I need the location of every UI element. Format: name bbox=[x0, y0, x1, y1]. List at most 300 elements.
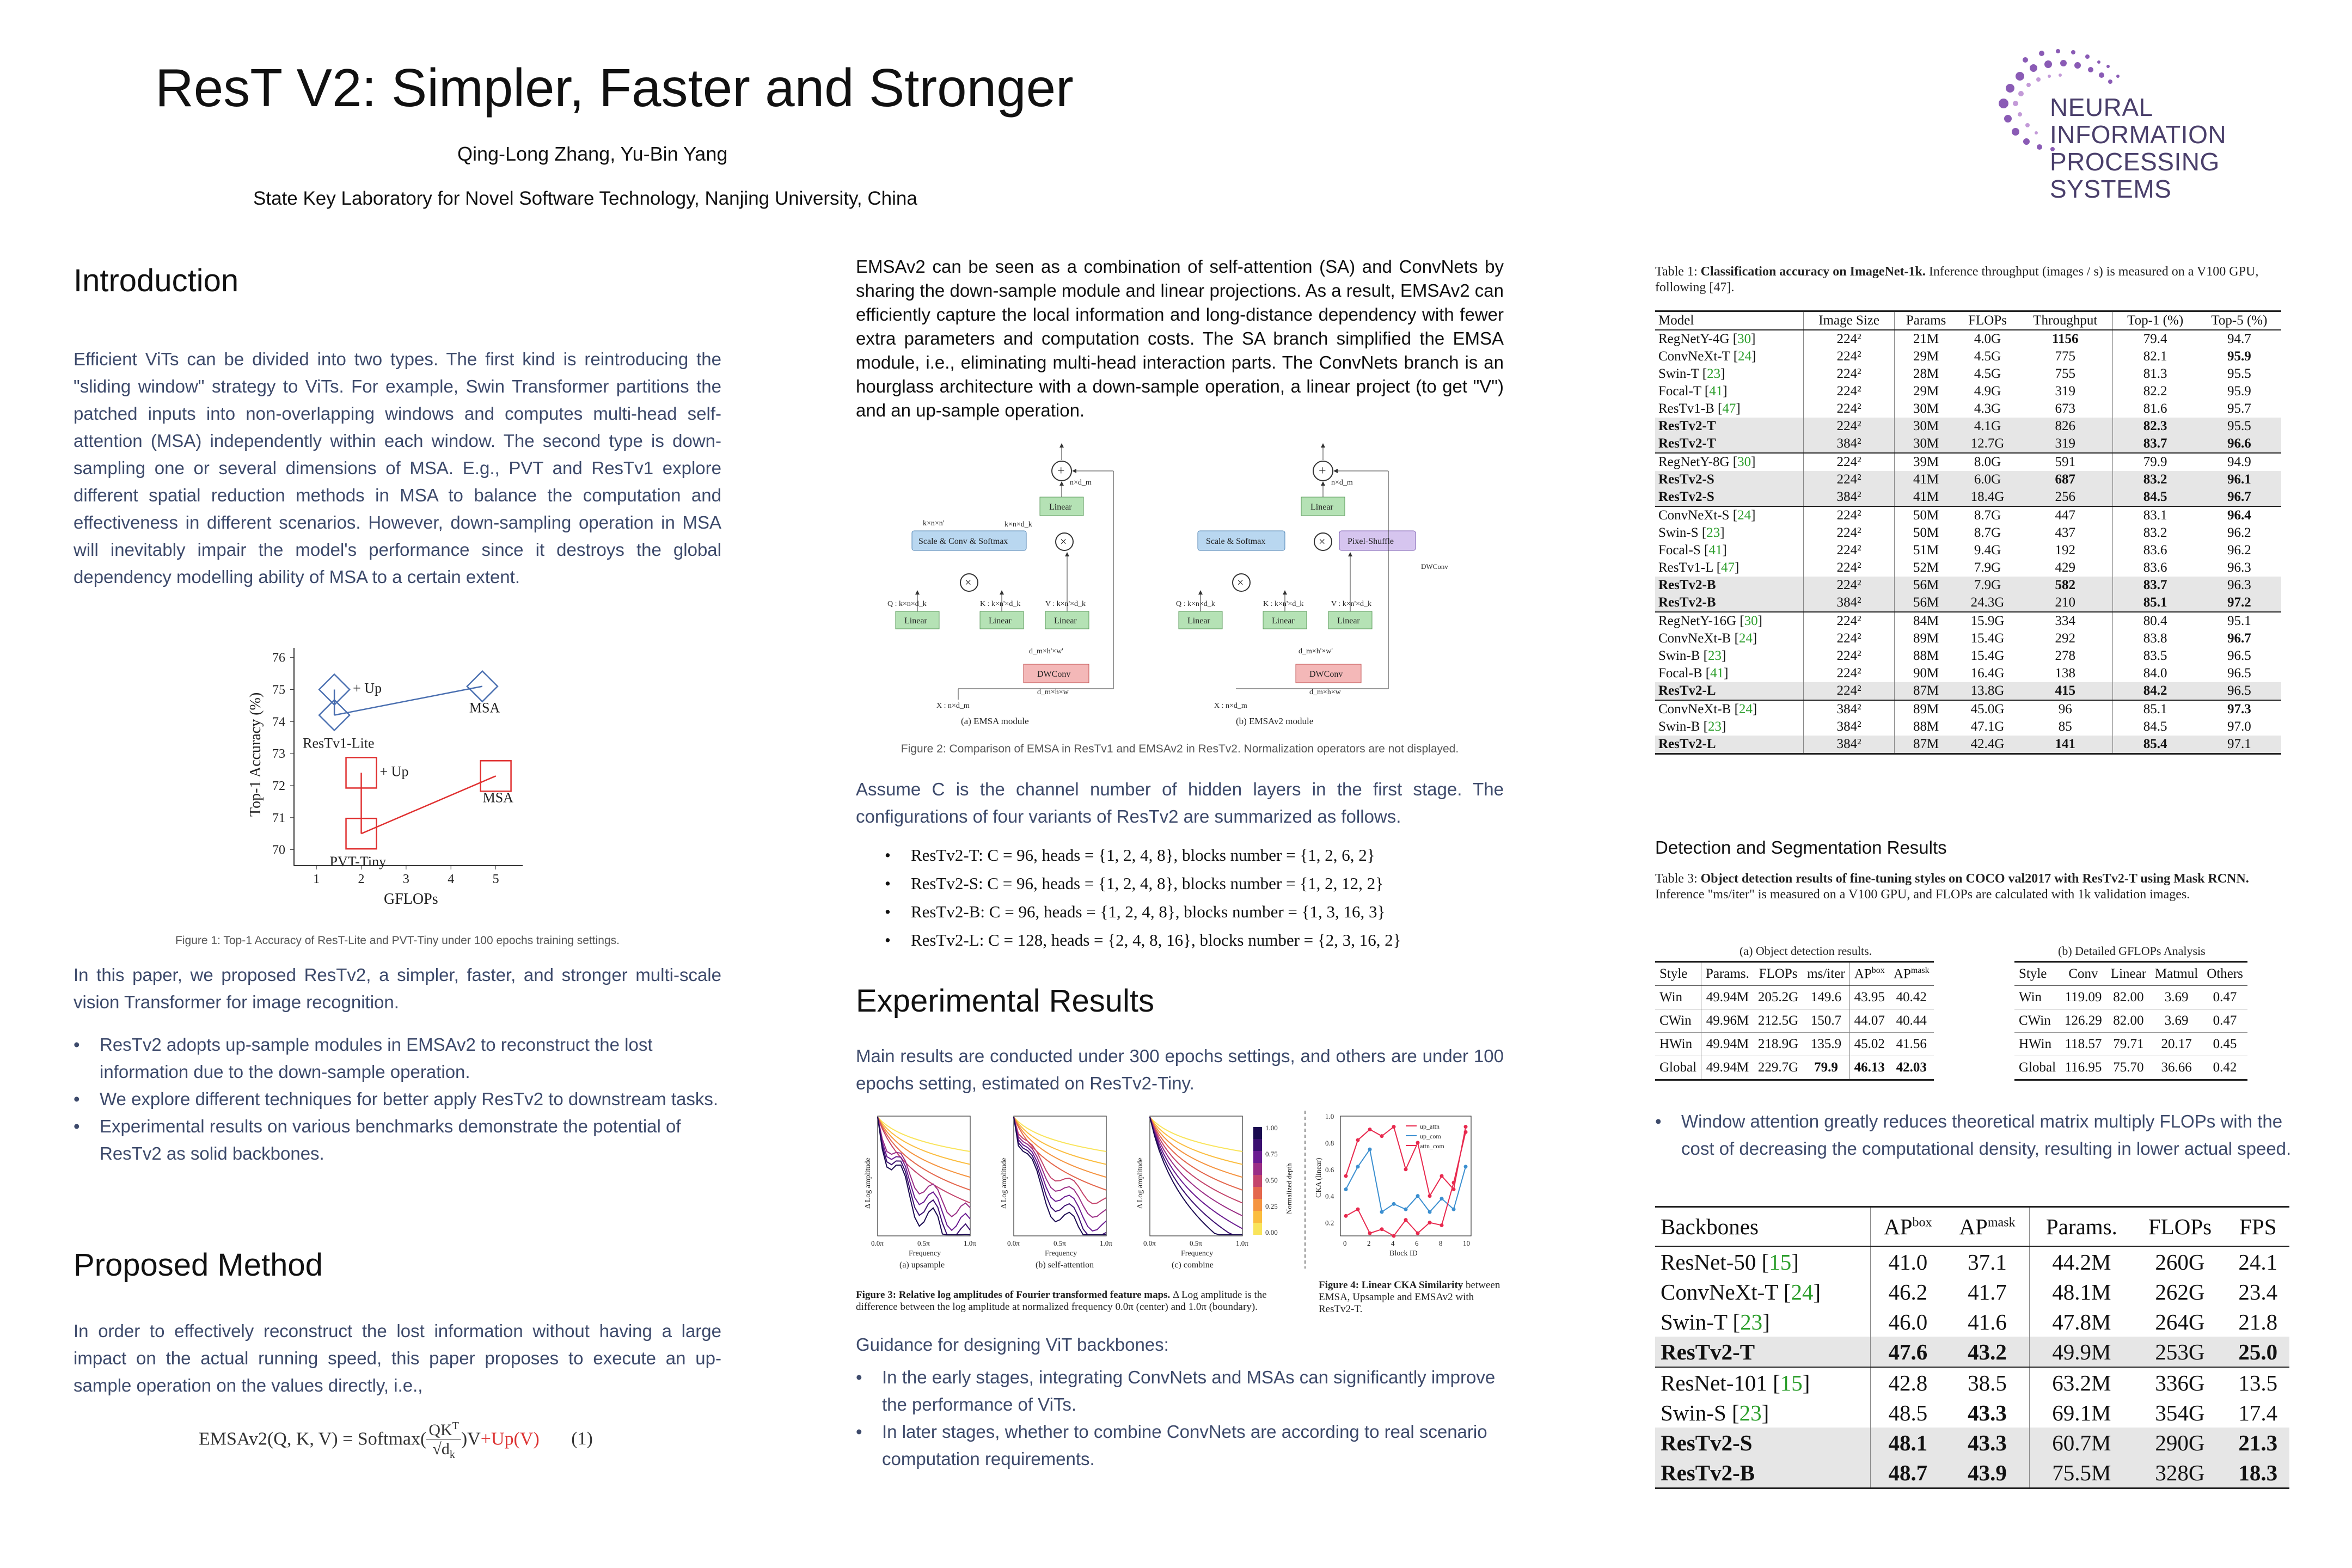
table-row bbox=[1655, 471, 2281, 488]
table-row bbox=[1655, 1457, 2289, 1489]
emsa-module-diagram bbox=[887, 444, 1113, 726]
table-cell: 96.6 bbox=[2197, 435, 2281, 453]
table-cell: 36.66 bbox=[2151, 1056, 2202, 1080]
table-cell: 85.4 bbox=[2113, 736, 2197, 754]
table-cell: CWin bbox=[1655, 1009, 1701, 1033]
table-cell: 75.5M bbox=[2030, 1457, 2133, 1489]
table3a-subcaption: (a) Object detection results. bbox=[1739, 944, 1872, 958]
x-tick-label: 0.0π bbox=[871, 1239, 884, 1247]
intro-paragraph-2: In this paper, we proposed ResTv2, a simpler, faster, and stronger multi-scale vision Transformer for image recognition. bbox=[74, 965, 721, 1012]
table-cell: 39M bbox=[1895, 453, 1957, 471]
table-cell: 95.5 bbox=[2227, 366, 2251, 381]
table-cell: 79.4 bbox=[2113, 330, 2197, 348]
table-cell: 80.4 bbox=[2113, 612, 2197, 630]
table-cell: Focal-B [41] bbox=[1658, 666, 1729, 681]
table-row bbox=[1655, 1398, 2289, 1428]
table-cell: 292 bbox=[2055, 631, 2075, 646]
column-header: FPS bbox=[2227, 1207, 2289, 1247]
cka-point bbox=[1428, 1210, 1432, 1214]
table-cell: 96.7 bbox=[2197, 488, 2281, 506]
colorbar-segment bbox=[1253, 1175, 1262, 1187]
table-cell: 83.6 bbox=[2113, 542, 2197, 559]
table-cell: 43.3 bbox=[1945, 1428, 2030, 1457]
svg-text:d_m×h×w: d_m×h×w bbox=[1037, 688, 1069, 696]
table-cell: 89M bbox=[1895, 630, 1957, 647]
table-cell: 43.2 bbox=[1945, 1337, 2030, 1367]
x-axis-label: Frequency bbox=[1045, 1250, 1077, 1258]
amplitude-curve bbox=[1150, 1117, 1242, 1216]
svg-text:DWConv: DWConv bbox=[1037, 670, 1071, 679]
table-cell: 826 bbox=[2018, 418, 2113, 435]
table4-backbones bbox=[1655, 1206, 2289, 1489]
column-header: Top-5 (%) bbox=[2197, 311, 2281, 330]
x-axis-label: Frequency bbox=[1181, 1250, 1214, 1258]
table-cell: 119.09 bbox=[2065, 990, 2102, 1004]
column-header: Params. bbox=[1701, 962, 1754, 986]
table-cell: 218.9G bbox=[1754, 1033, 1803, 1056]
table-cell: 384² bbox=[1804, 488, 1895, 506]
cka-point bbox=[1380, 1134, 1384, 1138]
table-cell: 13.5 bbox=[2227, 1367, 2289, 1398]
table-cell: Swin-S [23] bbox=[1658, 525, 1725, 540]
table-row bbox=[1655, 1277, 2289, 1307]
x-tick-label: 1.0π bbox=[964, 1239, 976, 1247]
panel-label: (b) self-attention bbox=[1036, 1260, 1094, 1270]
svg-text:d_m×h'×w': d_m×h'×w' bbox=[1029, 647, 1063, 656]
amplitude-curve bbox=[1014, 1117, 1106, 1231]
affiliation: State Key Laboratory for Novel Software Technology, Nanjing University, China bbox=[253, 188, 917, 209]
svg-text:DWConv: DWConv bbox=[1309, 670, 1343, 679]
table-cell: 224² bbox=[1804, 647, 1895, 665]
table-cell: 224² bbox=[1804, 612, 1895, 630]
list-item: • We explore different techniques for better apply ResTv2 to downstream tasks. bbox=[74, 1086, 721, 1113]
table-cell: 43.9 bbox=[1945, 1457, 2030, 1489]
table-cell: 79.9 bbox=[2113, 453, 2197, 471]
x-tick-label: 1.0π bbox=[1236, 1239, 1248, 1247]
table-cell: 38.5 bbox=[1945, 1367, 2030, 1398]
table-cell: 82.3 bbox=[2113, 418, 2197, 435]
table-cell: ResNet-50 [15] bbox=[1661, 1249, 1799, 1275]
table-cell: ResTv2-T bbox=[1655, 1337, 1871, 1367]
table-cell: 687 bbox=[2018, 471, 2113, 488]
amplitude-curve bbox=[1150, 1117, 1242, 1235]
column-header: Image Size bbox=[1804, 311, 1895, 330]
table-cell: 79.9 bbox=[1803, 1056, 1849, 1080]
table-cell: 96.5 bbox=[2227, 666, 2251, 681]
table-cell: ResNet-101 [15] bbox=[1655, 1367, 1871, 1398]
table-cell: 262G bbox=[2155, 1279, 2205, 1304]
cka-point bbox=[1452, 1208, 1456, 1211]
table-cell: 24.3G bbox=[1957, 594, 2018, 612]
svg-text:d_m×h'×w': d_m×h'×w' bbox=[1298, 647, 1333, 656]
list-item: • In later stages, whether to combine ConvNets are according to real scenario computation requirements. bbox=[856, 1418, 1504, 1473]
table-row bbox=[2014, 1033, 2247, 1056]
table-cell: 41.0 bbox=[1871, 1246, 1945, 1277]
plot-frame bbox=[1150, 1116, 1242, 1236]
svg-text:X : n×d_m: X : n×d_m bbox=[936, 702, 970, 710]
column-header: $AP^{box}$ bbox=[1871, 1207, 1945, 1247]
table-cell: 23.4 bbox=[2238, 1279, 2278, 1304]
table-cell: 126.29 bbox=[2060, 1009, 2106, 1033]
table-cell: 48.5 bbox=[1871, 1398, 1945, 1428]
square-marker bbox=[481, 761, 511, 791]
x-tick-label: 6 bbox=[1415, 1239, 1419, 1247]
colorbar-segment bbox=[1253, 1151, 1262, 1163]
table3b-gflops bbox=[2014, 961, 2247, 1081]
list-item: • Window attention greatly reduces theoretical matrix multiply FLOPs with the cost of decreasing the computational density, resulting in lower actual speed. bbox=[1655, 1108, 2295, 1162]
x-axis-label: GFLOPs bbox=[384, 891, 438, 908]
experimental-paragraph: Main results are conducted under 300 epochs settings, and others are under 100 epochs setting, estimated on ResTv2-Tiny. bbox=[856, 1046, 1504, 1093]
table-cell: 224² bbox=[1804, 506, 1895, 524]
table-cell: ResTv2-B bbox=[1655, 594, 1804, 612]
table-cell: 48.1M bbox=[2030, 1277, 2133, 1307]
cka-point bbox=[1392, 1234, 1396, 1238]
column-header: Backbones bbox=[1655, 1207, 1871, 1247]
table-cell: 224² bbox=[1804, 630, 1895, 647]
cka-point bbox=[1368, 1232, 1372, 1235]
svg-text:Q : k×n×d_k: Q : k×n×d_k bbox=[887, 600, 927, 608]
column-header: Model bbox=[1655, 311, 1804, 330]
table-cell: 224² bbox=[1804, 559, 1895, 577]
emsav2-paragraph: EMSAv2 can be seen as a combination of self-attention (SA) and ConvNets by sharing the down-sample module and linear projections. As a result, EMSAv2 can efficiently capture the local information and long-distance dependency with fewer extra parameters and computation costs. The SA branch simplified the EMSA module, i.e., eliminating multi-head interaction parts. The ConvNets branch is an hourglass architecture with a down-sample operation, a linear project (to get "V") and an up-sample operation. bbox=[856, 256, 1504, 420]
detection-bullet-list bbox=[1655, 1108, 2295, 1162]
table-cell: 83.1 bbox=[2113, 506, 2197, 524]
legend-label: attn_com bbox=[1420, 1142, 1444, 1150]
x-tick-label: 0 bbox=[1343, 1239, 1347, 1247]
table-cell: Swin-T [23] bbox=[1661, 1309, 1770, 1334]
colorbar-segment bbox=[1253, 1163, 1262, 1175]
table-cell: 97.1 bbox=[2197, 736, 2281, 754]
point-label: MSA bbox=[469, 700, 500, 716]
svg-text:Linear: Linear bbox=[1187, 616, 1210, 626]
table-cell: 42.4G bbox=[1957, 736, 2018, 754]
cka-point bbox=[1440, 1223, 1444, 1227]
table-cell: 15.4G bbox=[1970, 631, 2005, 646]
x-tick-label: 4 bbox=[1391, 1239, 1395, 1247]
svg-text:×: × bbox=[1060, 535, 1067, 548]
table-cell: ResTv1-B [47] bbox=[1658, 401, 1741, 416]
table-cell: 42.8 bbox=[1871, 1367, 1945, 1398]
x-axis-label: Block ID bbox=[1389, 1250, 1418, 1258]
table3a-detection bbox=[1655, 961, 1934, 1081]
legend-label: up_com bbox=[1420, 1132, 1441, 1140]
x-tick-label: 5 bbox=[492, 872, 499, 886]
column-header: FLOPs bbox=[1957, 311, 2018, 330]
table-cell: 85.1 bbox=[2113, 700, 2197, 718]
amplitude-curve bbox=[1014, 1117, 1106, 1152]
table-row bbox=[1655, 612, 2281, 630]
table-cell: 224² bbox=[1804, 471, 1895, 488]
svg-text:DWConv: DWConv bbox=[1421, 562, 1448, 571]
table-cell: 224² bbox=[1804, 524, 1895, 542]
table-row bbox=[1655, 986, 1934, 1009]
svg-text:V : k×n'×d_k: V : k×n'×d_k bbox=[1331, 600, 1372, 608]
table-cell: 224² bbox=[1804, 383, 1895, 400]
table-cell: 95.9 bbox=[2227, 349, 2251, 364]
table-cell: 94.9 bbox=[2197, 453, 2281, 471]
x-tick-label: 1.0π bbox=[1100, 1239, 1112, 1247]
column-header: $AP^{box}$ bbox=[1849, 962, 1889, 986]
svg-text:X : n×d_m: X : n×d_m bbox=[1214, 702, 1247, 710]
list-item: • Experimental results on various benchmarks demonstrate the potential of ResTv2 as solid backbones. bbox=[74, 1113, 721, 1167]
figure2-caption: Figure 2: Comparison of EMSA in ResTv1 and EMSAv2 in ResTv2. Normalization operators are not displayed. bbox=[901, 743, 1459, 755]
y-tick-label: 73 bbox=[272, 747, 285, 762]
table-cell: Win bbox=[2019, 990, 2042, 1004]
cka-point bbox=[1404, 1218, 1408, 1222]
svg-text:Pixel-Shuffle: Pixel-Shuffle bbox=[1347, 537, 1394, 546]
table-cell: 41.7 bbox=[1968, 1279, 2007, 1304]
table-cell: 43.3 bbox=[1968, 1400, 2007, 1425]
table-cell: 96.3 bbox=[2197, 577, 2281, 594]
table-cell: 44.07 bbox=[1849, 1009, 1889, 1033]
y-tick-label: 0.2 bbox=[1325, 1218, 1334, 1227]
table-cell: 83.2 bbox=[2113, 524, 2197, 542]
table-cell: 138 bbox=[2055, 666, 2075, 681]
table-cell: 79.71 bbox=[2106, 1033, 2151, 1056]
table-cell: 82.00 bbox=[2113, 990, 2144, 1004]
table-cell: 224² bbox=[1804, 400, 1895, 418]
table-cell: 96.4 bbox=[2197, 506, 2281, 524]
table-cell: 212.5G bbox=[1754, 1009, 1803, 1033]
x-axis-label: Frequency bbox=[909, 1250, 941, 1258]
y-tick-label: 70 bbox=[272, 843, 285, 857]
table-row bbox=[2014, 986, 2247, 1009]
table-cell: 253G bbox=[2133, 1337, 2226, 1367]
table-cell: ConvNeXt-B [24] bbox=[1658, 631, 1757, 646]
table-cell: 84M bbox=[1895, 612, 1957, 630]
table-cell: 384² bbox=[1804, 594, 1895, 612]
panel-label: (a) upsample bbox=[899, 1260, 945, 1270]
table-cell: ResTv2-T bbox=[1655, 418, 1804, 435]
colorbar-tick: 0.75 bbox=[1265, 1150, 1278, 1158]
svg-text:Linear: Linear bbox=[904, 616, 927, 626]
table-row bbox=[1655, 330, 2281, 348]
section-heading-experimental-results: Experimental Results bbox=[856, 983, 1154, 1019]
table-cell: 15.4G bbox=[1970, 648, 2005, 663]
table-cell: 60.7M bbox=[2030, 1428, 2133, 1457]
table-row bbox=[1655, 348, 2281, 365]
guidance-intro: Guidance for designing ViT backbones: bbox=[856, 1334, 1169, 1355]
table-cell: 87M bbox=[1895, 736, 1957, 754]
cka-point bbox=[1452, 1181, 1456, 1185]
table-cell: 48.1 bbox=[1871, 1428, 1945, 1457]
table-cell: 97.2 bbox=[2197, 594, 2281, 612]
table-cell: 85.1 bbox=[2113, 594, 2197, 612]
y-tick-label: 71 bbox=[272, 811, 285, 825]
table-cell: 81.6 bbox=[2113, 400, 2197, 418]
y-tick-label: 0.4 bbox=[1325, 1192, 1334, 1200]
table-row bbox=[1655, 594, 2281, 612]
table-cell: 96.5 bbox=[2227, 648, 2251, 663]
point-label: + Up bbox=[379, 763, 409, 780]
table-cell: 118.57 bbox=[2060, 1033, 2106, 1056]
colorbar-tick: 0.00 bbox=[1265, 1228, 1278, 1236]
table-row bbox=[1655, 630, 2281, 647]
column-header: FLOPs bbox=[1754, 962, 1803, 986]
table-cell: Focal-T [41] bbox=[1658, 384, 1728, 399]
table-cell: 83.7 bbox=[2113, 577, 2197, 594]
table-row bbox=[1655, 453, 2281, 471]
column-header: Params bbox=[1895, 311, 1957, 330]
table-row bbox=[1655, 1246, 2289, 1277]
table-cell: 63.2M bbox=[2030, 1367, 2133, 1398]
table-cell: 96.3 bbox=[2227, 560, 2251, 575]
table-cell: 82.00 bbox=[2106, 1009, 2151, 1033]
method-paragraph: In order to effectively reconstruct the lost information without having a large impact on the actual running speed, this paper proposes to execute an up-sample operation on the values directly, i.e., bbox=[74, 1321, 721, 1395]
cka-line bbox=[1346, 1127, 1466, 1196]
column-header: Top-1 (%) bbox=[2113, 311, 2197, 330]
cka-point bbox=[1380, 1227, 1384, 1231]
cka-point bbox=[1416, 1232, 1420, 1235]
table-cell: 87M bbox=[1895, 682, 1957, 700]
table-row bbox=[1655, 1009, 1934, 1033]
table-cell: ConvNeXt-T [24] bbox=[1658, 349, 1756, 364]
svg-text:k×n×n': k×n×n' bbox=[923, 519, 945, 528]
table-cell: 21.8 bbox=[2238, 1309, 2278, 1334]
cka-point bbox=[1356, 1138, 1360, 1142]
table-cell: 96.2 bbox=[2227, 525, 2251, 540]
figure1-caption: Figure 1: Top-1 Accuracy of ResT-Lite and PVT-Tiny under 100 epochs training settings. bbox=[175, 934, 620, 947]
table-cell: 210 bbox=[2018, 594, 2113, 612]
table-cell: 141 bbox=[2018, 736, 2113, 754]
table-cell: HWin bbox=[2014, 1033, 2060, 1056]
table-cell: 49.94M bbox=[1701, 1033, 1754, 1056]
table-cell: 264G bbox=[2155, 1309, 2205, 1334]
table-cell: 97.0 bbox=[2227, 719, 2251, 734]
list-item: • ResTv2 adopts up-sample modules in EMSAv2 to reconstruct the lost information due to the down-sample operation. bbox=[74, 1031, 721, 1086]
table-cell: 4.0G bbox=[1974, 332, 2001, 346]
table-cell: 47.8M bbox=[2030, 1307, 2133, 1337]
table-cell: ResTv2-S bbox=[1655, 488, 1804, 506]
point-label: PVT-Tiny bbox=[329, 854, 387, 870]
table-cell: 47.1G bbox=[1970, 719, 2005, 734]
table-cell: ResTv2-S bbox=[1655, 471, 1804, 488]
table-cell: 88M bbox=[1895, 647, 1957, 665]
table-cell: 192 bbox=[2055, 543, 2075, 558]
table-cell: 224² bbox=[1804, 453, 1895, 471]
point-label: + Up bbox=[353, 680, 382, 696]
x-tick-label: 0.5π bbox=[1054, 1239, 1066, 1247]
table-cell: Global bbox=[1655, 1056, 1701, 1080]
table-row bbox=[1655, 1033, 1934, 1056]
table-cell: Focal-S [41] bbox=[1658, 543, 1727, 558]
table-cell: 90M bbox=[1895, 665, 1957, 682]
table-cell: ResTv2-L bbox=[1655, 736, 1804, 754]
plot-frame bbox=[1014, 1116, 1106, 1236]
x-tick-label: 0.5π bbox=[917, 1239, 930, 1247]
table-cell: 290G bbox=[2133, 1428, 2226, 1457]
table-cell: 49.96M bbox=[1701, 1009, 1754, 1033]
cka-point bbox=[1404, 1167, 1408, 1171]
table-cell: 16.4G bbox=[1970, 666, 2005, 681]
table-cell: 96.1 bbox=[2197, 471, 2281, 488]
table-row bbox=[1655, 1428, 2289, 1457]
cka-point bbox=[1344, 1214, 1348, 1218]
table-cell: 15.9G bbox=[1957, 612, 2018, 630]
table-cell: 415 bbox=[2018, 682, 2113, 700]
table-cell: 336G bbox=[2133, 1367, 2226, 1398]
cka-point bbox=[1428, 1194, 1432, 1198]
table-cell: 84.5 bbox=[2113, 488, 2197, 506]
y-axis-label: Δ Log amplitude bbox=[864, 1157, 872, 1209]
table-cell: 50M bbox=[1895, 506, 1957, 524]
table-row bbox=[1655, 524, 2281, 542]
table-cell: 84.2 bbox=[2113, 682, 2197, 700]
table-cell: 8.7G bbox=[1957, 506, 2018, 524]
figure1-chart bbox=[240, 637, 544, 926]
cka-point bbox=[1356, 1165, 1360, 1168]
table-cell: 20.17 bbox=[2151, 1033, 2202, 1056]
table-cell: 260G bbox=[2155, 1249, 2205, 1275]
table-cell: 8.7G bbox=[1974, 525, 2001, 540]
table-cell: 256 bbox=[2018, 488, 2113, 506]
table-cell: 328G bbox=[2133, 1457, 2226, 1489]
table-cell: RegNetY-8G [30] bbox=[1655, 453, 1804, 471]
cka-point bbox=[1464, 1130, 1468, 1134]
table-cell: 21M bbox=[1895, 330, 1957, 348]
table-cell: 95.1 bbox=[2197, 612, 2281, 630]
table-cell: 224² bbox=[1804, 348, 1895, 365]
colorbar-tick: 0.50 bbox=[1265, 1176, 1278, 1184]
table-cell: 1156 bbox=[2051, 332, 2079, 346]
table-cell: 0.47 bbox=[2213, 990, 2237, 1004]
table-row bbox=[1655, 736, 2281, 754]
table-cell: 8.0G bbox=[1957, 453, 2018, 471]
table-row bbox=[1655, 1367, 2289, 1398]
svg-text:Linear: Linear bbox=[1310, 503, 1333, 512]
section-heading-method: Proposed Method bbox=[74, 1247, 323, 1283]
x-tick-label: 3 bbox=[402, 872, 409, 886]
table-cell: 673 bbox=[2055, 401, 2075, 416]
intro-paragraph: Efficient ViTs can be divided into two types. The first kind is reintroducing the "sliding window" strategy to ViTs. For example, Swin Transformer partitions the patched inputs into non-overlapping windows and computes multi-head self-attention (MSA) independently within each window. The second type is down-sampling one or several dimensions of MSA. E.g., PVT and ResTv1 explore different spatial reduction methods in MSA to balance the computation and effectiveness in different scenarios. However, down-sampling operation in MSA will inevitably impair the model's performance since it destroys the global dependency modelling ability of MSA to a certain extent. bbox=[74, 349, 721, 587]
table-cell: 94.7 bbox=[2227, 332, 2251, 346]
table-cell: 43.95 bbox=[1849, 986, 1889, 1009]
list-item: • ResTv2-S: C = 96, heads = {1, 2, 4, 8}, blocks number = {1, 2, 12, 2} bbox=[885, 869, 1401, 898]
table-cell: RegNetY-16G [30] bbox=[1655, 612, 1804, 630]
table-cell: 334 bbox=[2018, 612, 2113, 630]
table-cell: 97.3 bbox=[2197, 700, 2281, 718]
table-cell: 56M bbox=[1895, 577, 1957, 594]
x-tick-label: 0.0π bbox=[1007, 1239, 1020, 1247]
table-cell: 775 bbox=[2055, 349, 2075, 364]
x-tick-label: 8 bbox=[1439, 1239, 1443, 1247]
x-tick-label: 2 bbox=[1367, 1239, 1371, 1247]
variants-intro-paragraph: Assume C is the channel number of hidden layers in the first stage. The configurations of four variants of ResTv2 are summarized as follows. bbox=[856, 779, 1504, 826]
table-header-row bbox=[1655, 311, 2281, 330]
table-cell: 0.47 bbox=[2202, 1009, 2247, 1033]
svg-text:Linear: Linear bbox=[1337, 616, 1360, 626]
table-cell: 25.0 bbox=[2227, 1337, 2289, 1367]
table-cell: ResTv2-B bbox=[1655, 577, 1804, 594]
table-cell: ResTv2-T bbox=[1655, 435, 1804, 453]
table-cell: 96 bbox=[2018, 700, 2113, 718]
table-row bbox=[1655, 665, 2281, 682]
table-header-row bbox=[2014, 962, 2247, 986]
svg-text:(a) EMSA module: (a) EMSA module bbox=[961, 716, 1029, 726]
table-cell: 47.6 bbox=[1871, 1337, 1945, 1367]
figure4-caption: Figure 4: Linear CKA Similarity between EMSA, Upsample and EMSAv2 with ResTv2-T. bbox=[1319, 1279, 1500, 1315]
table-cell: 81.3 bbox=[2113, 365, 2197, 383]
table-cell: 591 bbox=[2018, 453, 2113, 471]
table-header-row bbox=[1655, 962, 1934, 986]
table-cell: 384² bbox=[1804, 435, 1895, 453]
neurips-logo bbox=[1982, 44, 2330, 203]
table-cell: ResTv2-L bbox=[1655, 682, 1804, 700]
colorbar-segment bbox=[1253, 1127, 1262, 1139]
list-item: • ResTv2-T: C = 96, heads = {1, 2, 4, 8}, blocks number = {1, 2, 6, 2} bbox=[885, 841, 1401, 869]
svg-text:Scale & Softmax: Scale & Softmax bbox=[1206, 537, 1266, 546]
cka-point bbox=[1392, 1125, 1396, 1129]
